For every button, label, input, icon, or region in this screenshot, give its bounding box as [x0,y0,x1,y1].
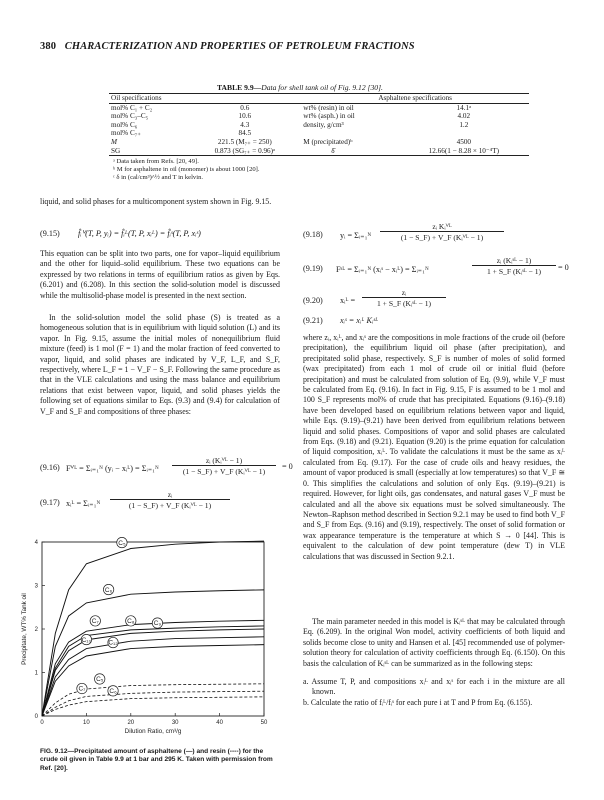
table-cell: M (precipitated)ᵇ [303,137,353,146]
table-cell: 14.1ᵃ [456,103,472,112]
table-cell: mol% C₃–C₅ [111,112,149,121]
right-paragraph-1: where zᵢ, xᵢᴸ, and xᵢˢ are the compositions in mole fractions of the crude oil (before precipitation), the equilibrium liquid oil phase (after precipitation), and precipitated solid phase, respectively. S_F is number of moles of solid formed (wax precipitated) from each 1 mol of crude oil or initial fluid (before precipitation) and must be calculated from solution of Eq. (9.9), while V_F must be calculated from Eq. (9.16). In fact in Fig. 9.15, F is assumed to be 1 mol and 100 S_F represents mol% of crude that has precipitated. Equations (9.16)–(9.18) have been developed based on equilibrium relations between vapor and liquid, while Eqs. (9.19)–(9.21) have been derived from equilibrium relations between liquid and solid phases. Compositions of vapor and solid phases are calculated from Eqs. (9.18) and (9.21). Equation (9.20) is the prime equation for calculation of liquid composition, xᵢᴸ. To validate the calculations it must be the same as xᵢᴸ calculated from Eq. (9.17). For the case of crude oils and heavy residues, the amount of vapor produced is small (especially at low temperatures) so that V_F ≅ 0. This simplifies the calculations and solution of only Eqs. (9.19)–(9.21) is required. However, for light oils, gas condensates, and natural gases V_F must be calculated and all the above six equations must be solved simultaneously. The Newton–Raphson method described in Section 9.2.1 may be used to find both V_F and S_F from Eqs. (9.16) and (9.19), respectively. The onset of solid formation or wax appearance temperature is the temperature at which S → 0 [44]. This is equivalent to the calculation of dew point temperature (dew T) in VLE calculations that was discussed in Section 9.2.1. [303,333,565,561]
table-note: ᵃ Data taken from Refs. [20, 49]. [113,158,199,165]
step-a: a. Assume T, P, and compositions xᵢᴸ and xᵢˢ for each i in the mixture are all known. [303,677,565,697]
curve-label: C₆ [109,688,117,696]
table-row [109,147,529,156]
data-table [109,93,529,156]
equation-9-16-numerator: zᵢ (Kᵢⱽᴸ − 1) [172,456,276,466]
left-paragraph-2: This equation can be split into two parts, one for vapor–liquid equilibrium and the other for liquid–solid equilibrium. These two equations can be expressed by two relations in terms of equilibrium ratios as given by Eqs. (6.201) and (6.208). In this section the solid-solution model is discussed while the multisolid-phase model is presented in the next section. [40,249,280,300]
table-cell: wt% (asph.) in oil [303,112,355,121]
eq-number-9-15: (9.15) [40,229,60,238]
equation-9-19-rhs: = 0 [558,263,569,272]
y-tick-label: 0 [34,714,38,720]
curve-label: C₁₂ [108,639,118,647]
table-cell: M [111,137,117,146]
x-tick-label: 10 [83,720,90,726]
page-number: 380 [40,41,57,52]
y-tick-label: 4 [34,540,38,546]
table-cell [301,129,398,138]
left-paragraph-3: In the solid-solution model the solid phase (S) is treated as a homogeneous solution that is in equilibrium with liquid solution (L) and its vapor. In Fig. 9.15, assume the initial moles of nonequilibrium fluid mixture (feed) is 1 mol (F = 1) and the molar fraction of feed converted to vapor, liquid, and solid phases are indicated by V_F, L_F, and S_F, respectively, where L_F = 1 − V_F − S_F. Following the same procedure as that in the VLE calculations and using the mass balance and equilibrium relations that exist between vapor, liquid, and solid phases yields the following set of equations similar to Eqs. (9.3) and (9.4) for calculation of V_F and S_F and compositions of three phases: [40,313,280,416]
left-paragraph-1: liquid, and solid phases for a multicomponent system shown in Fig. 9.15. [40,197,272,206]
curve-label: C₆ [104,586,113,594]
table-cell: mol% C₁ + C₂ [111,103,153,112]
table-note: ᵇ M for asphaltene in oil (monomer) is about 1000 [20]. [113,166,260,173]
table-cell: wt% (resin) in oil [303,103,354,112]
table-note: ᶜ δ in (cal/cm³)^½ and T in kelvin. [113,174,204,181]
table-notes [113,158,260,182]
eq-number-9-20: (9.20) [303,296,323,305]
step-b: b. Calculate the ratio of fᵢᴸ/fᵢˢ for each pure i at T and P from Eq. (6.155). [303,697,533,707]
equation-9-18-lhs: yᵢ = Σᵢ₌₁ᴺ [340,231,372,240]
y-axis-label: Precipitate, WT% Tank oil [21,593,28,665]
equation-9-17-denominator: (1 − S_F) + V_F (Kᵢⱽᴸ − 1) [128,501,212,510]
y-tick-label: 1 [34,670,38,677]
table-row [109,103,529,112]
eq-number-9-18: (9.18) [303,230,323,239]
series-line [42,697,264,716]
table-cell: 12.66(1 − 8.28 × 10⁻⁴T) [399,147,529,156]
curve-label: C₉ [153,620,162,628]
equation-9-16-lhs: Fⱽᴸ = Σᵢ₌₁ᴺ (yᵢ − xᵢᴸ) = Σᵢ₌₁ᴺ [66,464,159,473]
table-caption-text: Data for shell tank oil of Fig. 9.12 [30]. [261,83,383,92]
table-cell: 0.6 [240,103,250,112]
eq-number-9-16: (9.16) [40,463,60,472]
equation-9-20-numerator: zᵢ [362,288,446,298]
table-row [109,112,529,121]
eq-number-9-17: (9.17) [40,498,60,507]
asphaltene-precipitation-chart [18,528,286,743]
table-cell: 0.873 (SG₇₊ = 0.96)ᵃ [188,147,301,156]
x-tick-label: 20 [127,720,135,726]
table-cell: SG [109,147,188,156]
eq-number-9-21: (9.21) [303,316,323,325]
series-line [42,620,264,716]
curve-label: C₇ [78,685,86,693]
series-line [42,684,264,716]
table-cell: mol% C₆ [111,120,138,129]
table-header-row [109,94,529,104]
curve-label: C₇ [91,618,99,626]
equation-9-17-lhs: xᵢᴸ = Σᵢ₌₁ᴺ [66,499,101,508]
table-header-oil: Oil specifications [109,94,301,104]
running-title: CHARACTERIZATION AND PROPERTIES OF PETROLEUM FRACTIONS [64,41,415,52]
table-row [109,129,529,138]
table-cell: 4.02 [457,112,471,121]
curve-label: C₅ [118,539,126,547]
equation-9-19-numerator: zᵢ (Kᵢˢᴸ − 1) [472,256,556,266]
equation-9-21: xᵢˢ = xᵢᴸ Kᵢˢᴸ [340,316,379,325]
table-cell: density, g/cm³ [303,120,344,129]
table-cell: mol% C₇₊ [111,129,142,138]
equation-9-20-lhs: xᵢᴸ = [340,296,356,305]
equation-9-17-numerator: zᵢ [110,490,230,500]
equation-9-16-denominator: (1 − S_F) + V_F (Kᵢⱽᴸ − 1) [182,467,266,476]
table-cell: 4500 [456,137,472,146]
table-header-asphaltene: Asphaltene specifications [301,94,529,104]
table-cell: 4.3 [240,120,250,129]
equation-9-19-denominator: 1 + S_F (Kᵢˢᴸ − 1) [486,267,542,276]
table-cell: 84.5 [238,129,252,138]
equation-9-18-denominator: (1 − S_F) + V_F (Kᵢⱽᴸ − 1) [400,233,484,242]
x-axis-label: Dilution Ratio, cm³/g [124,728,182,735]
equation-9-20-denominator: 1 + S_F (Kᵢˢᴸ − 1) [376,299,432,308]
x-tick-label: 50 [260,720,268,726]
table-caption-label: TABLE 9.9— [217,83,262,92]
curve-label: C₈ [127,618,135,626]
equation-9-19-lhs: Fˢᴸ = Σᵢ₌₁ᴺ (xᵢˢ − xᵢᴸ) = Σᵢ₌₁ᴺ [336,265,429,274]
table-cell: 221.5 (M₇₊ = 250) [217,137,272,146]
table-row [109,121,529,130]
x-tick-label: 40 [216,720,223,726]
eq-number-9-19: (9.19) [303,264,323,273]
right-paragraph-2: The main parameter needed in this model is Kᵢˢᴸ that may be calculated through Eq. (6.209). In the original Won model, activity coefficients of both liquid and solids become close to unity and Hansen et al. [45] recommended use of polymer-solution theory for calculation of activity coefficients through Eq. (6.150). On this basis the calculation of Kᵢˢᴸ can be summarized as in the following steps: [303,617,565,668]
curve-label: C₁₀ [81,636,92,644]
table-cell [399,129,529,138]
running-header [40,41,415,52]
table-caption [40,83,560,92]
table-cell: 1.2 [459,120,469,129]
curve-label: C₅ [96,676,104,684]
equation-9-15: f̂ᵢⱽ(T, P, yᵢ) = f̂ᵢᴸ(T, P, xᵢᴸ) = f̂ᵢˢ(T, P, xᵢˢ) [78,229,201,238]
table-cell: δ̄ [301,147,398,156]
calculation-steps [303,677,565,708]
equation-9-16-rhs: = 0 [282,462,293,471]
y-tick-label: 2 [34,627,38,633]
x-tick-label: 0 [40,720,44,726]
x-tick-label: 30 [171,720,179,726]
table-cell: 10.6 [238,112,252,121]
table-row [109,138,529,147]
equation-9-18-numerator: zᵢ Kᵢⱽᴸ [380,222,504,232]
y-tick-label: 3 [34,583,38,590]
figure-caption: FIG. 9.12—Precipitated amount of asphaltene (—) and resin (----) for the crude oil given in Table 9.9 at 1 bar and 295 K. Taken with permission from Ref. [20]. [40,748,273,772]
